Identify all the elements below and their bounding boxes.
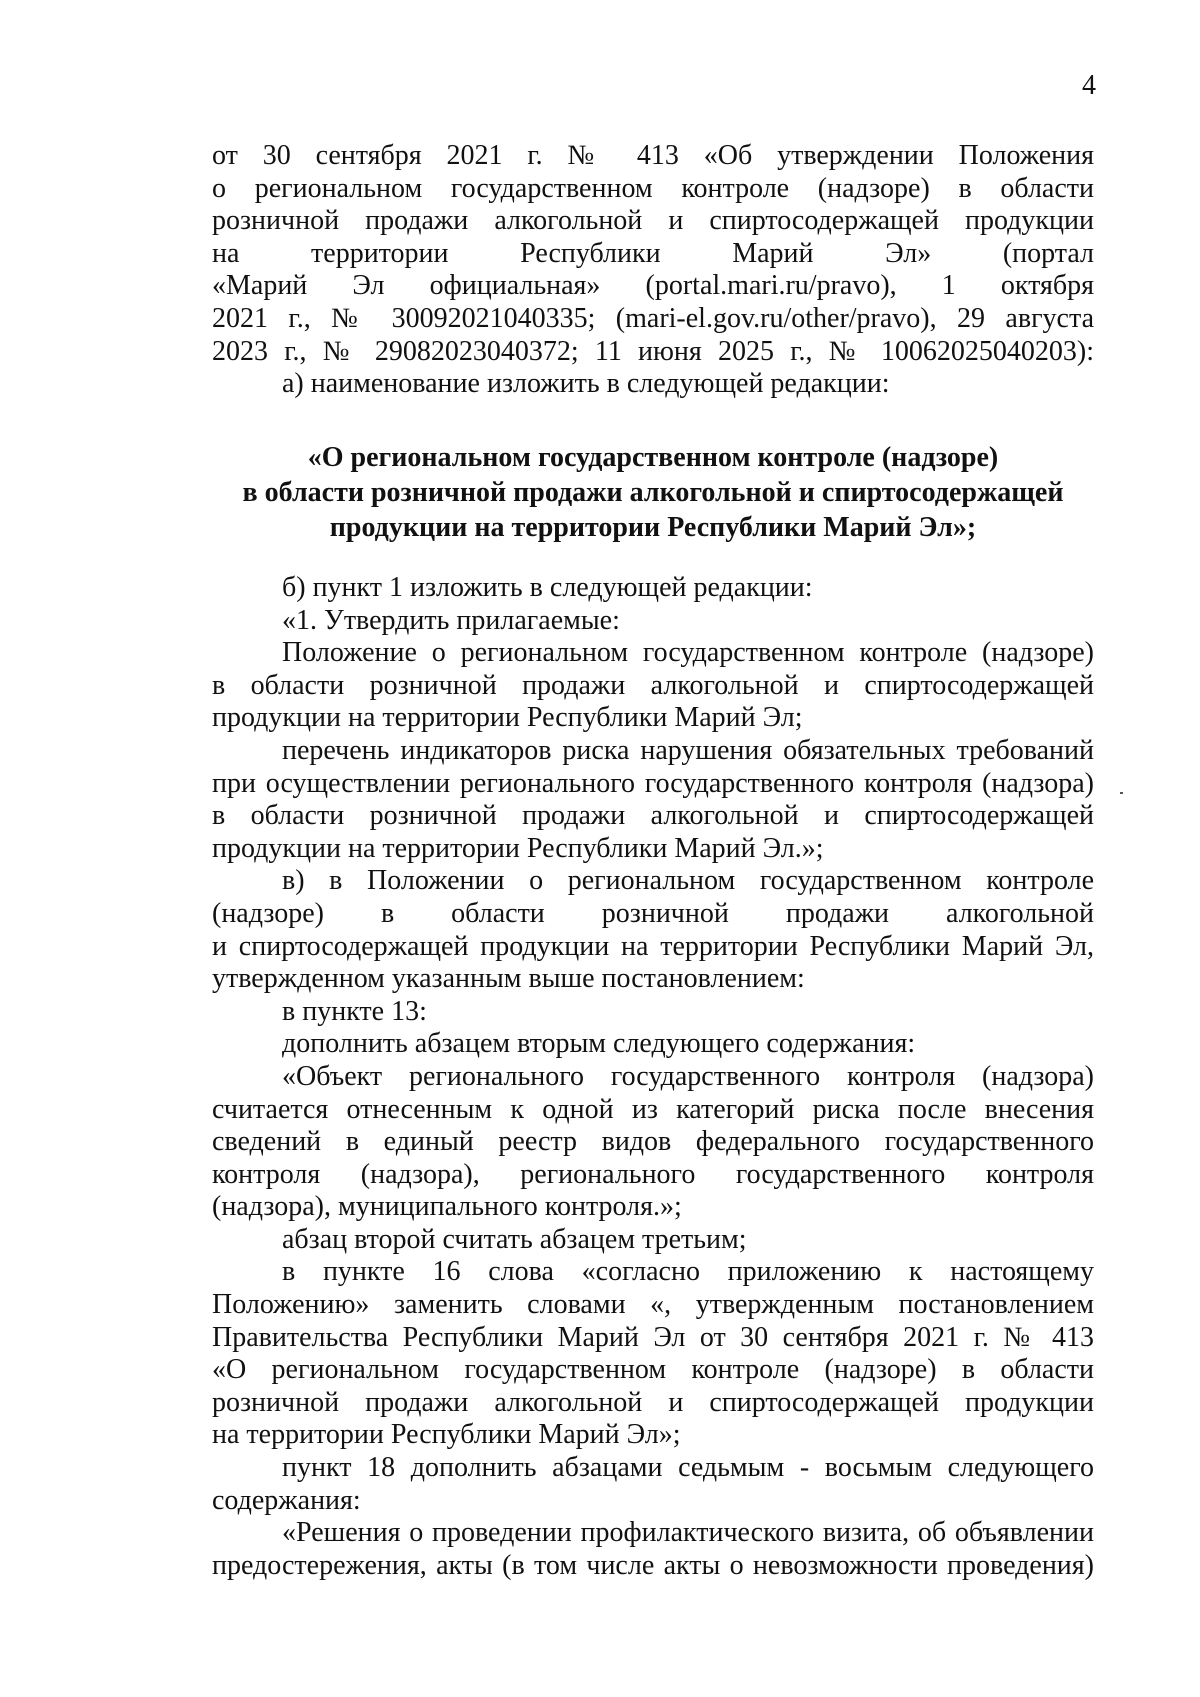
text-line: «1. Утвердить прилагаемые: [282,604,620,636]
text-line: утвержденном указанным выше постановлением: [212,963,805,995]
heading-line: продукции на территории Республики Марий Эл»; [329,512,977,543]
text-line: о региональном государственном контроле (надзоре) в области [212,172,1094,204]
text-line: розничной продажи алкогольной и спиртосодержащей продукции [212,205,1094,237]
document-heading [212,440,1094,545]
text-line: Положение о региональном государственном контроле (надзоре) [282,637,1094,669]
page-number: 4 [1082,70,1096,101]
text-line: пункт 18 дополнить абзацами седьмым - восьмым следующего [282,1452,1094,1484]
text-line: а) наименование изложить в следующей редакции: [282,368,890,400]
text-line: в области розничной продажи алкогольной и спиртосодержащей [212,800,1094,832]
text-line: продукции на территории Республики Марий Эл.»; [212,832,824,864]
text-line: контроля (надзора), регионального государственного контроля [212,1158,1094,1190]
text-line: от 30 сентября 2021 г. № 413 «Об утверждении Положения [212,140,1094,171]
text-line: предостережения, акты (в том числе акты о невозможности проведения) [212,1549,1094,1581]
text-line: на территории Республики Марий Эл» (портал [212,237,1094,269]
text-line: «Решения о проведении профилактического визита, об объявлении [282,1517,1094,1549]
text-line: «Объект регионального государственного контроля (надзора) [282,1060,1094,1092]
text-line: «О региональном государственном контроле (надзоре) в области [212,1354,1094,1386]
text-line: считается отнесенным к одной из категорий риска после внесения [212,1093,1094,1125]
text-line: перечень индикаторов риска нарушения обязательных требований [282,734,1094,766]
text-line: Правительства Республики Марий Эл от 30 сентября 2021 г. № 413 [212,1321,1094,1353]
text-line: при осуществлении регионального государственного контроля (надзора) [212,767,1094,799]
text-line: 2021 г., № 30092021040335; (mari-el.gov.ru/other/pravo), 29 августа [212,302,1094,334]
text-line: 2023 г., № 29082023040372; 11 июня 2025 г., № 10062025040203): [212,335,1094,367]
text-line: абзац второй считать абзацем третьим; [282,1223,747,1255]
text-line: (надзоре) в области розничной продажи алкогольной [212,897,1094,929]
text-line: (надзора), муниципального контроля.»; [212,1191,682,1223]
heading-line: в области розничной продажи алкогольной и спиртосодержащей [242,477,1064,508]
text-line: «Марий Эл официальная» (portal.mari.ru/pravo), 1 октября [212,270,1094,302]
text-line: содержания: [212,1484,361,1516]
body-text [212,572,1094,1582]
text-line: в) в Положении о региональном государственном контроле [282,865,1094,897]
text-line: и спиртосодержащей продукции на территории Республики Марий Эл, [212,930,1094,962]
text-line: в области розничной продажи алкогольной и спиртосодержащей [212,669,1094,701]
text-line: розничной продажи алкогольной и спиртосодержащей продукции [212,1386,1094,1418]
text-line: сведений в единый реестр видов федерального государственного [212,1126,1094,1158]
intro-paragraph [212,140,1094,401]
text-line: в пункте 13: [282,995,427,1027]
text-line: дополнить абзацем вторым следующего содержания: [282,1028,916,1060]
text-line: в пункте 16 слова «согласно приложению к настоящему [282,1256,1094,1288]
text-line: б) пункт 1 изложить в следующей редакции: [282,572,813,603]
text-line: Положению» заменить словами «, утвержденным постановлением [212,1289,1094,1321]
scan-speck [1120,792,1123,794]
heading-line: «О региональном государственном контроле (надзоре) [307,442,999,473]
text-line: на территории Республики Марий Эл»; [212,1419,681,1451]
text-line: продукции на территории Республики Марий Эл; [212,702,803,734]
